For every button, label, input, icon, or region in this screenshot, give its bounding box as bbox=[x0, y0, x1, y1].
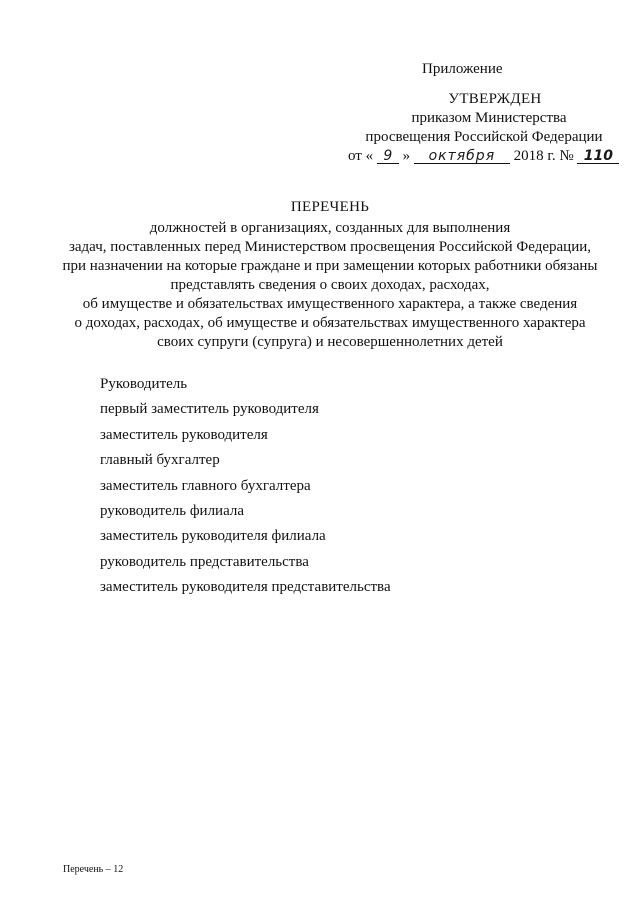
list-item: руководитель филиала bbox=[100, 502, 245, 519]
list-item: первый заместитель руководителя bbox=[100, 401, 319, 418]
handwritten-day: 9 bbox=[377, 149, 399, 164]
date-mid: » bbox=[402, 148, 411, 164]
list-item: заместитель руководителя филиала bbox=[100, 528, 326, 545]
subtitle-line: должностей в организациях, созданных для выполнения bbox=[149, 220, 511, 236]
order-date-line bbox=[348, 147, 613, 166]
document-title: ПЕРЕЧЕНЬ bbox=[290, 199, 370, 215]
positions-list bbox=[100, 375, 391, 604]
list-item: главный бухгалтер bbox=[100, 452, 220, 469]
list-item: заместитель главного бухгалтера bbox=[100, 477, 311, 494]
subtitle-line: о доходах, расходах, об имуществе и обязательствах имущественного характера bbox=[74, 315, 586, 331]
list-item: заместитель руководителя представительства bbox=[100, 579, 391, 596]
page-footer-label: Перечень – 12 bbox=[63, 864, 124, 875]
ministry-line: просвещения Российской Федерации bbox=[365, 129, 603, 145]
date-prefix: от « bbox=[348, 148, 374, 164]
list-item: заместитель руководителя bbox=[100, 426, 268, 443]
handwritten-order-number: 110 bbox=[577, 149, 619, 164]
subtitle-line: своих супруги (супруга) и несовершеннолетних детей bbox=[157, 334, 503, 350]
order-line: приказом Министерства bbox=[411, 110, 567, 126]
year-label: 2018 г. № bbox=[513, 148, 574, 164]
subtitle-line: об имуществе и обязательствах имущественного характера, а также сведения bbox=[82, 296, 578, 312]
document-title-block bbox=[40, 198, 620, 352]
subtitle-line: представлять сведения о своих доходах, расходах, bbox=[170, 277, 490, 293]
approval-stamp-block bbox=[330, 60, 613, 166]
subtitle-line: при назначении на которые граждане и при замещении которых работники обязаны bbox=[62, 258, 598, 274]
list-item: Руководитель bbox=[100, 376, 188, 392]
subtitle-line: задач, поставленных перед Министерством просвещения Российской Федерации, bbox=[68, 239, 592, 255]
handwritten-month: октября bbox=[414, 149, 510, 164]
approved-heading: УТВЕРЖДЕН bbox=[448, 91, 542, 107]
attachment-label: Приложение bbox=[422, 61, 503, 77]
list-item: руководитель представительства bbox=[100, 553, 309, 570]
